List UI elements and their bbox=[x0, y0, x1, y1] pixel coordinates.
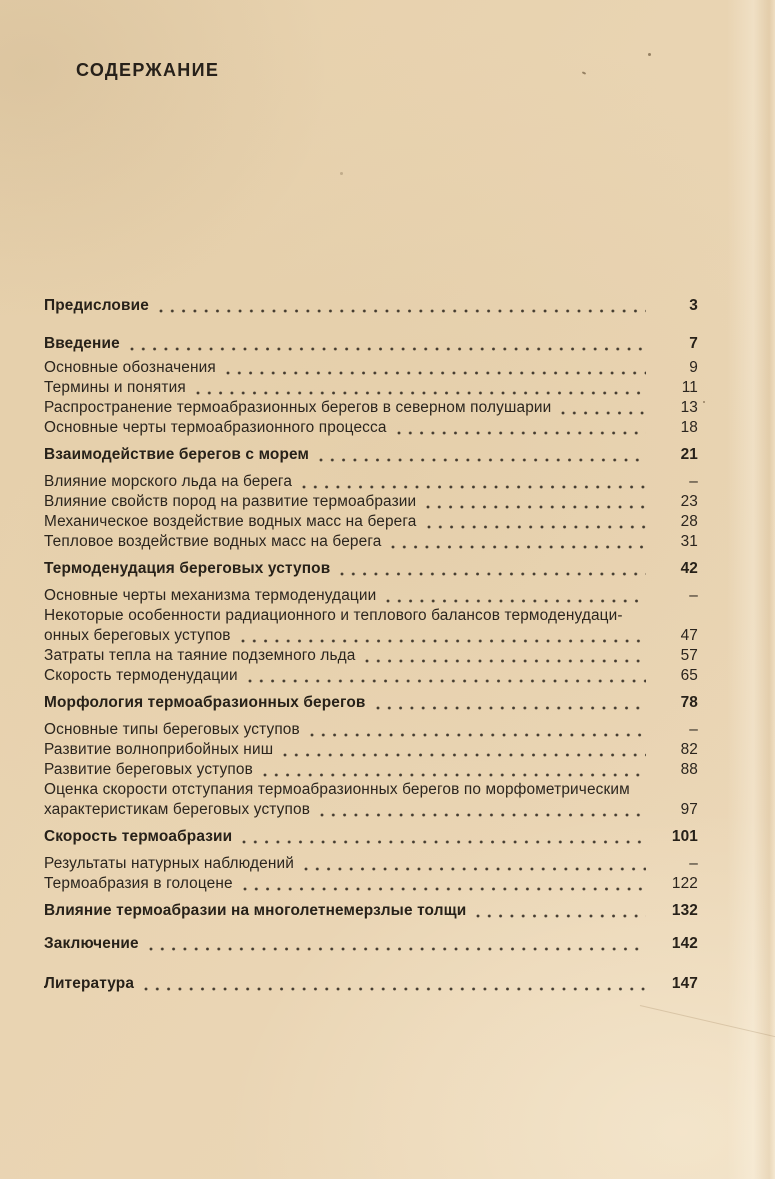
toc-row bbox=[44, 760, 698, 780]
toc-row bbox=[44, 646, 698, 666]
toc-page-number: 31 bbox=[680, 533, 698, 550]
toc-page-number: 42 bbox=[680, 560, 698, 577]
toc-row bbox=[44, 827, 698, 847]
page-edge-streak bbox=[727, 0, 775, 1179]
toc-entry-label: онных береговых уступов bbox=[44, 627, 231, 644]
toc-page-number: 23 bbox=[680, 493, 698, 510]
toc-page-number: 28 bbox=[680, 513, 698, 530]
toc-row bbox=[44, 512, 698, 532]
toc-entry-label: Литература bbox=[44, 975, 135, 992]
page-title: СОДЕРЖАНИЕ bbox=[76, 60, 220, 80]
toc-page-number: 147 bbox=[671, 975, 698, 992]
toc-row bbox=[44, 974, 698, 994]
toc-page-number: 65 bbox=[680, 667, 698, 684]
toc-entry-label: Некоторые особенности радиационного и теплового балансов термоденудаци- bbox=[44, 607, 623, 624]
toc-entry-label: Развитие волноприбойных ниш bbox=[44, 741, 274, 758]
toc-page-number: 21 bbox=[680, 446, 698, 463]
toc-row bbox=[44, 296, 698, 316]
toc-row bbox=[44, 606, 698, 626]
toc-row bbox=[44, 378, 698, 398]
toc-row bbox=[44, 586, 698, 606]
toc-row bbox=[44, 532, 698, 552]
toc-page-number: 9 bbox=[689, 359, 698, 376]
paper-crease bbox=[640, 1005, 775, 1044]
toc-row bbox=[44, 720, 698, 740]
dot-leader bbox=[386, 590, 646, 606]
toc-entry-label: Заключение bbox=[44, 935, 139, 952]
dot-leader bbox=[561, 402, 646, 418]
toc-page-number: 7 bbox=[689, 335, 698, 352]
dot-leader bbox=[427, 516, 646, 532]
toc-row bbox=[44, 334, 698, 354]
table-of-contents bbox=[44, 296, 698, 994]
toc-entry-label: Морфология термоабразионных берегов bbox=[44, 694, 366, 711]
toc-page-number: – bbox=[689, 721, 698, 738]
dot-leader bbox=[159, 300, 646, 316]
dot-leader bbox=[243, 878, 646, 894]
toc-entry-label: характеристикам береговых уступов bbox=[44, 801, 311, 818]
toc-entry-label: Результаты натурных наблюдений bbox=[44, 855, 294, 872]
dot-leader bbox=[226, 362, 646, 378]
toc-row bbox=[44, 559, 698, 579]
dot-leader bbox=[376, 697, 646, 713]
dot-leader bbox=[144, 978, 646, 994]
dot-leader bbox=[196, 382, 646, 398]
toc-row bbox=[44, 780, 698, 800]
toc-entry-label: Влияние свойств пород на развитие термоабразии bbox=[44, 493, 417, 510]
toc-page-number: – bbox=[689, 473, 698, 490]
dot-leader bbox=[283, 744, 646, 760]
toc-entry-label: Влияние термоабразии на многолетнемерзлые толщи bbox=[44, 902, 467, 919]
toc-row bbox=[44, 693, 698, 713]
toc-row bbox=[44, 358, 698, 378]
toc-entry-label: Скорость термоденудации bbox=[44, 667, 238, 684]
toc-entry-label: Основные черты механизма термоденудации bbox=[44, 587, 377, 604]
dot-leader bbox=[248, 670, 646, 686]
toc-page-number: 13 bbox=[680, 399, 698, 416]
toc-row bbox=[44, 445, 698, 465]
toc-entry-label: Основные обозначения bbox=[44, 359, 216, 376]
dot-leader bbox=[241, 630, 646, 646]
toc-page-number: 11 bbox=[681, 379, 698, 396]
toc-entry-label: Влияние морского льда на берега bbox=[44, 473, 293, 490]
dot-leader bbox=[149, 938, 646, 954]
toc-row bbox=[44, 626, 698, 646]
toc-entry-label: Термоабразия в голоцене bbox=[44, 875, 233, 892]
toc-entry-label: Затраты тепла на таяние подземного льда bbox=[44, 647, 356, 664]
toc-page-number: 18 bbox=[680, 419, 698, 436]
toc-row bbox=[44, 398, 698, 418]
toc-page-number: 101 bbox=[671, 828, 698, 845]
dot-leader bbox=[397, 422, 646, 438]
toc-page-number: 97 bbox=[680, 801, 698, 818]
toc-row bbox=[44, 934, 698, 954]
toc-row bbox=[44, 854, 698, 874]
dot-leader bbox=[130, 338, 646, 354]
toc-page-number: 3 bbox=[689, 297, 698, 314]
toc-entry-label: Распространение термоабразионных берегов в северном полушарии bbox=[44, 399, 552, 416]
dot-leader bbox=[302, 476, 646, 492]
dot-leader bbox=[263, 764, 646, 780]
toc-page-number: 57 bbox=[680, 647, 698, 664]
scan-speck bbox=[648, 53, 651, 56]
toc-entry-label: Термины и понятия bbox=[44, 379, 186, 396]
toc-page-number: 132 bbox=[671, 902, 698, 919]
toc-row bbox=[44, 666, 698, 686]
toc-page-number: – bbox=[689, 855, 698, 872]
toc-entry-label: Термоденудация береговых уступов bbox=[44, 560, 331, 577]
toc-page-number: 122 bbox=[671, 875, 698, 892]
dot-leader bbox=[242, 831, 646, 847]
scan-speck bbox=[340, 172, 343, 175]
toc-page-number: 142 bbox=[671, 935, 698, 952]
dot-leader bbox=[340, 563, 646, 579]
scan-speck bbox=[703, 401, 705, 403]
toc-page-number: – bbox=[689, 587, 698, 604]
toc-entry-label: Развитие береговых уступов bbox=[44, 761, 253, 778]
dot-leader bbox=[426, 496, 646, 512]
toc-page-number: 47 bbox=[680, 627, 698, 644]
toc-entry-label: Предисловие bbox=[44, 297, 149, 314]
toc-page-number: 88 bbox=[680, 761, 698, 778]
toc-row bbox=[44, 800, 698, 820]
toc-entry-label: Введение bbox=[44, 335, 120, 352]
toc-row bbox=[44, 874, 698, 894]
dot-leader bbox=[310, 724, 646, 740]
dot-leader bbox=[476, 905, 646, 921]
dot-leader bbox=[365, 650, 646, 666]
toc-row bbox=[44, 472, 698, 492]
toc-entry-label: Основные типы береговых уступов bbox=[44, 721, 300, 738]
dot-leader bbox=[319, 449, 646, 465]
toc-entry-label: Основные черты термоабразионного процесса bbox=[44, 419, 387, 436]
toc-entry-label: Механическое воздействие водных масс на берега bbox=[44, 513, 417, 530]
scan-speck bbox=[582, 71, 586, 75]
dot-leader bbox=[320, 804, 646, 820]
dot-leader bbox=[304, 858, 646, 874]
toc-entry-label: Тепловое воздействие водных масс на берега bbox=[44, 533, 382, 550]
toc-page-number: 82 bbox=[680, 741, 698, 758]
dot-leader bbox=[391, 536, 646, 552]
toc-row bbox=[44, 492, 698, 512]
toc-row bbox=[44, 418, 698, 438]
toc-row bbox=[44, 901, 698, 921]
toc-row bbox=[44, 740, 698, 760]
toc-entry-label: Скорость термоабразии bbox=[44, 828, 233, 845]
toc-entry-label: Взаимодействие берегов с морем bbox=[44, 446, 310, 463]
toc-page-number: 78 bbox=[680, 694, 698, 711]
toc-entry-label: Оценка скорости отступания термоабразионных берегов по морфометрическим bbox=[44, 781, 630, 798]
